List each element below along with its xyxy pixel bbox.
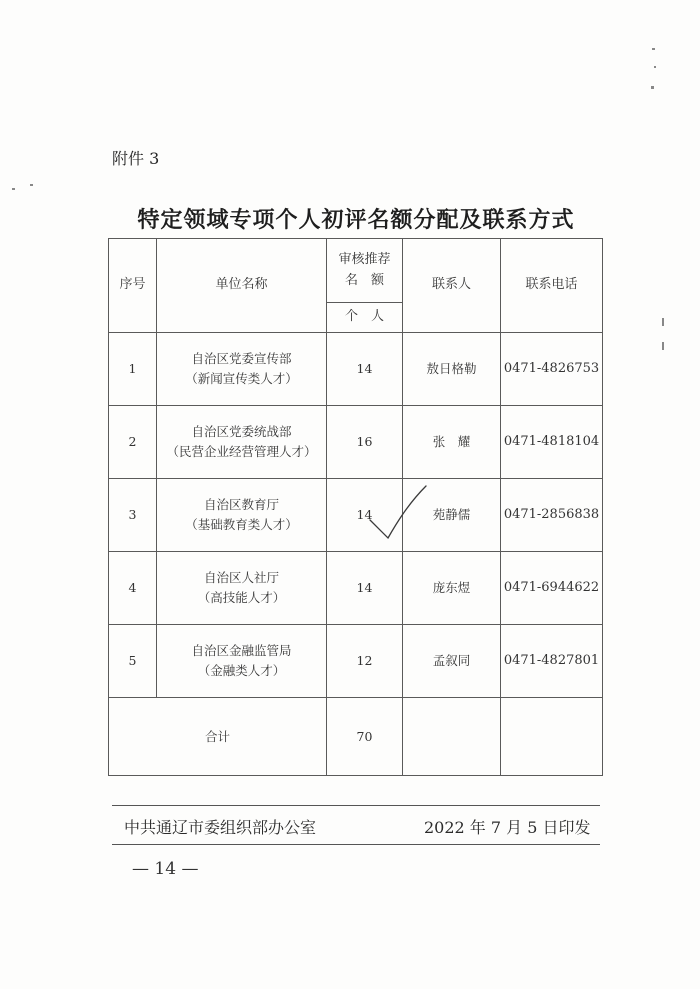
row-unit <box>157 333 327 406</box>
row-unit-category: （高技能人才） <box>197 590 286 605</box>
row-unit <box>157 406 327 479</box>
row-phone: 0471-2856838 <box>501 479 603 552</box>
table-row <box>109 406 603 479</box>
scan-speck <box>662 342 664 350</box>
row-unit-name: 自治区党委宣传部 <box>191 351 292 366</box>
row-unit <box>157 479 327 552</box>
footer-top-rule <box>112 805 600 806</box>
handwritten-checkmark-icon <box>368 482 438 544</box>
row-unit-category: （基础教育类人才） <box>185 517 298 532</box>
row-contact: 孟叙同 <box>403 625 501 698</box>
header-contact: 联系人 <box>403 239 501 333</box>
total-value: 70 <box>327 698 403 776</box>
row-unit-category: （民营企业经营管理人才） <box>166 444 317 459</box>
row-phone: 0471-6944622 <box>501 552 603 625</box>
row-quota: 14 <box>327 552 403 625</box>
attachment-label: 附件 3 <box>112 149 160 168</box>
row-unit-name: 自治区党委统战部 <box>191 424 292 439</box>
table-total-row <box>109 698 603 776</box>
row-quota: 14 <box>327 333 403 406</box>
header-quota <box>327 239 403 303</box>
scan-speck <box>30 184 33 186</box>
scan-speck <box>662 318 664 326</box>
row-phone: 0471-4827801 <box>501 625 603 698</box>
row-contact: 苑静儒 <box>403 479 501 552</box>
quota-table <box>108 238 603 776</box>
row-contact: 张 耀 <box>403 406 501 479</box>
header-quota-unit: 个 人 <box>327 303 403 333</box>
header-quota-line1: 审核推荐 <box>338 251 391 267</box>
row-unit-name: 自治区金融监管局 <box>191 643 292 658</box>
row-unit-name: 自治区人社厅 <box>203 570 279 585</box>
header-quota-line2: 名 额 <box>344 272 384 288</box>
total-phone-empty <box>501 698 603 776</box>
row-unit <box>157 625 327 698</box>
row-contact: 庞东煜 <box>403 552 501 625</box>
row-quota: 16 <box>327 406 403 479</box>
footer-date: 2022 年 7 月 5 日印发 <box>424 818 591 837</box>
row-seq: 2 <box>109 406 157 479</box>
header-seq: 序号 <box>109 239 157 333</box>
footer-issuer: 中共通辽市委组织部办公室 <box>124 818 317 837</box>
row-quota: 12 <box>327 625 403 698</box>
row-phone: 0471-4818104 <box>501 406 603 479</box>
total-label: 合计 <box>109 698 327 776</box>
table-row <box>109 333 603 406</box>
page-number: — 14 — <box>132 859 199 879</box>
scan-speck <box>651 86 654 89</box>
header-unit: 单位名称 <box>157 239 327 333</box>
header-phone: 联系电话 <box>501 239 603 333</box>
row-contact: 敖日格勒 <box>403 333 501 406</box>
total-contact-empty <box>403 698 501 776</box>
row-seq: 5 <box>109 625 157 698</box>
table-header-row <box>109 239 603 303</box>
row-quota: 14 <box>327 479 403 552</box>
row-unit-name: 自治区教育厅 <box>203 497 279 512</box>
row-seq: 4 <box>109 552 157 625</box>
document-title: 特定领域专项个人初评名额分配及联系方式 <box>137 207 575 233</box>
row-phone: 0471-4826753 <box>501 333 603 406</box>
table-row <box>109 552 603 625</box>
scan-speck <box>654 66 656 68</box>
scan-speck <box>12 188 15 190</box>
scan-speck <box>652 48 655 50</box>
table-row <box>109 625 603 698</box>
table-row <box>109 479 603 552</box>
row-seq: 3 <box>109 479 157 552</box>
row-unit-category: （新闻宣传类人才） <box>185 371 298 386</box>
row-seq: 1 <box>109 333 157 406</box>
row-unit-category: （金融类人才） <box>197 663 286 678</box>
row-unit <box>157 552 327 625</box>
footer-bottom-rule <box>112 844 600 845</box>
